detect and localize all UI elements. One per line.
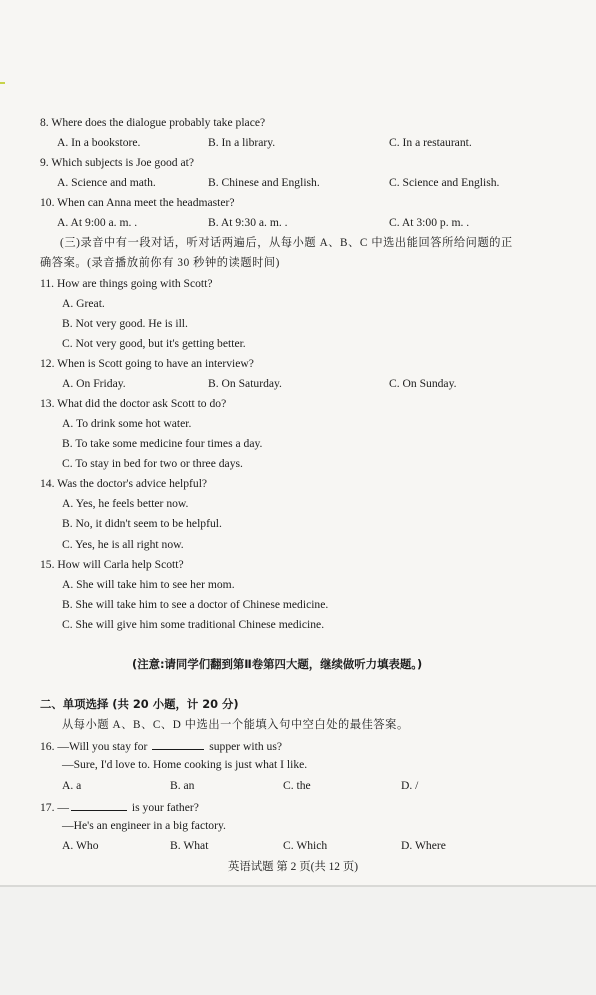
question-15: 15. How will Carla help Scott? — [40, 558, 184, 571]
q14-option-c: C. Yes, he is all right now. — [62, 538, 184, 551]
q8-option-c: C. In a restaurant. — [389, 136, 472, 149]
question-13: 13. What did the doctor ask Scott to do? — [40, 397, 227, 410]
q16-option-a: A. a — [62, 779, 82, 792]
page-footer: 英语试题 第 2 页(共 12 页) — [228, 861, 359, 873]
q16-text-after: supper with us? — [209, 740, 282, 753]
q8-option-a: A. In a bookstore. — [57, 136, 141, 149]
q11-option-a: A. Great. — [62, 297, 105, 310]
question-10: 10. When can Anna meet the headmaster? — [40, 196, 235, 209]
q17-blank — [71, 799, 127, 811]
q16-reply: —Sure, I'd love to. Home cooking is just what I like. — [62, 758, 308, 771]
q16-option-d: D. / — [401, 779, 419, 792]
q15-option-c: C. She will give him some traditional Chinese medicine. — [62, 618, 325, 631]
q16-text-before: 16. —Will you stay for — [40, 740, 148, 753]
q15-option-b: B. She will take him to see a doctor of Chinese medicine. — [62, 598, 329, 611]
notice-text: (注意:请同学们翻到第Ⅱ卷第四大题，继续做听力填表题。) — [132, 657, 423, 671]
q12-option-b: B. On Saturday. — [208, 377, 282, 390]
page-edge-divider — [0, 885, 596, 887]
q13-option-b: B. To take some medicine four times a day. — [62, 437, 263, 450]
section-3-instruction-line1: (三)录音中有一段对话，听对话两遍后，从每小题 A、B、C 中选出能回答所给问题的正 — [60, 237, 513, 249]
q12-option-a: A. On Friday. — [62, 377, 126, 390]
q15-option-a: A. She will take him to see her mom. — [62, 578, 235, 591]
q17-option-c: C. Which — [283, 839, 328, 852]
q16-option-b: B. an — [170, 779, 195, 792]
question-8: 8. Where does the dialogue probably take place? — [40, 116, 266, 129]
q17-reply: —He's an engineer in a big factory. — [62, 819, 226, 832]
q13-option-c: C. To stay in bed for two or three days. — [62, 457, 243, 470]
question-14: 14. Was the doctor's advice helpful? — [40, 477, 208, 490]
q17-text-before: 17. — — [40, 801, 69, 814]
question-17 — [40, 799, 199, 815]
q17-text-after: is your father? — [131, 801, 199, 814]
q16-option-c: C. the — [283, 779, 311, 792]
q8-option-b: B. In a library. — [208, 136, 276, 149]
question-12: 12. When is Scott going to have an interview? — [40, 357, 254, 370]
corner-mark — [0, 82, 5, 84]
q12-option-c: C. On Sunday. — [389, 377, 457, 390]
section-3-instruction-line2: 确答案。(录音播放前你有 30 秒钟的读题时间) — [40, 257, 281, 269]
q10-option-b: B. At 9:30 a. m. . — [208, 216, 288, 229]
section-2-instruction: 从每小题 A、B、C、D 中选出一个能填入句中空白处的最佳答案。 — [62, 719, 409, 731]
q9-option-c: C. Science and English. — [389, 176, 500, 189]
q14-option-a: A. Yes, he feels better now. — [62, 497, 189, 510]
q11-option-b: B. Not very good. He is ill. — [62, 317, 188, 330]
q14-option-b: B. No, it didn't seem to be helpful. — [62, 517, 222, 530]
q16-blank — [152, 738, 204, 750]
question-16 — [40, 738, 282, 754]
q17-option-a: A. Who — [62, 839, 99, 852]
q17-option-b: B. What — [170, 839, 209, 852]
q9-option-b: B. Chinese and English. — [208, 176, 320, 189]
q17-option-d: D. Where — [401, 839, 446, 852]
question-9: 9. Which subjects is Joe good at? — [40, 156, 195, 169]
question-11: 11. How are things going with Scott? — [40, 277, 213, 290]
q10-option-c: C. At 3:00 p. m. . — [389, 216, 470, 229]
q10-option-a: A. At 9:00 a. m. . — [57, 216, 138, 229]
q9-option-a: A. Science and math. — [57, 176, 156, 189]
q13-option-a: A. To drink some hot water. — [62, 417, 192, 430]
q11-option-c: C. Not very good, but it's getting better. — [62, 337, 246, 350]
section-2-title: 二、单项选择 (共 20 小题，计 20 分) — [40, 697, 239, 711]
